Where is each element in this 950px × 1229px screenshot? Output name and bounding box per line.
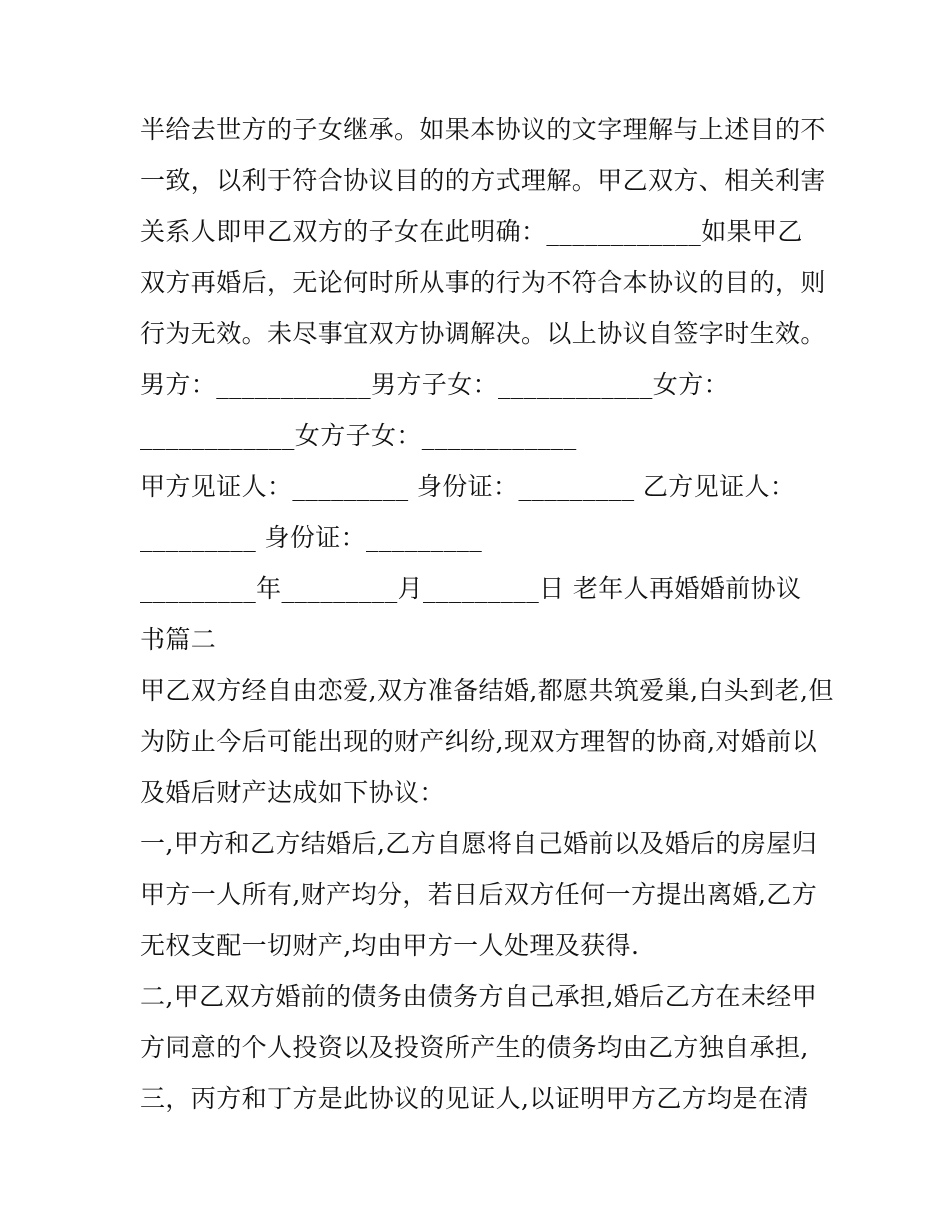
section-title: 书篇二 [140, 625, 217, 654]
clause-line: 三，丙方和丁方是此协议的见证人,以证明甲方乙方均是在清 [140, 1084, 809, 1113]
text-line: 行为无效。未尽事宜双方协调解决。以上协议自签字时生效。 [140, 319, 826, 348]
text-line: 半给去世方的子女继承。如果本协议的文字理解与上述目的不 [140, 115, 826, 144]
clause-line: 无权支配一切财产,均由甲方一人处理及获得. [140, 931, 640, 960]
text-line: 为防止今后可能出现的财产纠纷,现双方理智的协商,对婚前以 [140, 727, 818, 756]
text-line: 关系人即甲乙双方的子女在此明确：____________如果甲乙 [140, 217, 803, 246]
clause-line: 甲方一人所有,财产均分，若日后双方任何一方提出离婚,乙方 [140, 880, 818, 909]
text-line: 甲乙双方经自由恋爱,双方准备结婚,都愿共筑爱巢,白头到老,但 [140, 676, 834, 705]
text-line: 一致，以利于符合协议目的的方式理解。甲乙双方、相关利害 [140, 166, 826, 195]
document-body [140, 104, 834, 1124]
witness-line: 甲方见证人：_________ 身份证：_________ 乙方见证人： [140, 472, 796, 501]
signature-line: ____________女方子女：____________ [140, 421, 577, 450]
witness-line: _________ 身份证：_________ [140, 523, 483, 552]
clause-line: 二,甲乙双方婚前的债务由债务方自己承担,婚后乙方在未经甲 [140, 982, 818, 1011]
clause-line: 方同意的个人投资以及投资所产生的债务均由乙方独自承担, [140, 1033, 809, 1062]
clause-line: 一,甲方和乙方结婚后,乙方自愿将自己婚前以及婚后的房屋归 [140, 829, 818, 858]
text-line: 及婚后财产达成如下协议： [140, 778, 445, 807]
signature-line: 男方：____________男方子女：____________女方： [140, 370, 730, 399]
date-line: _________年_________月_________日 老年人再婚婚前协议 [140, 574, 802, 603]
text-line: 双方再婚后，无论何时所从事的行为不符合本协议的目的，则 [140, 268, 826, 297]
